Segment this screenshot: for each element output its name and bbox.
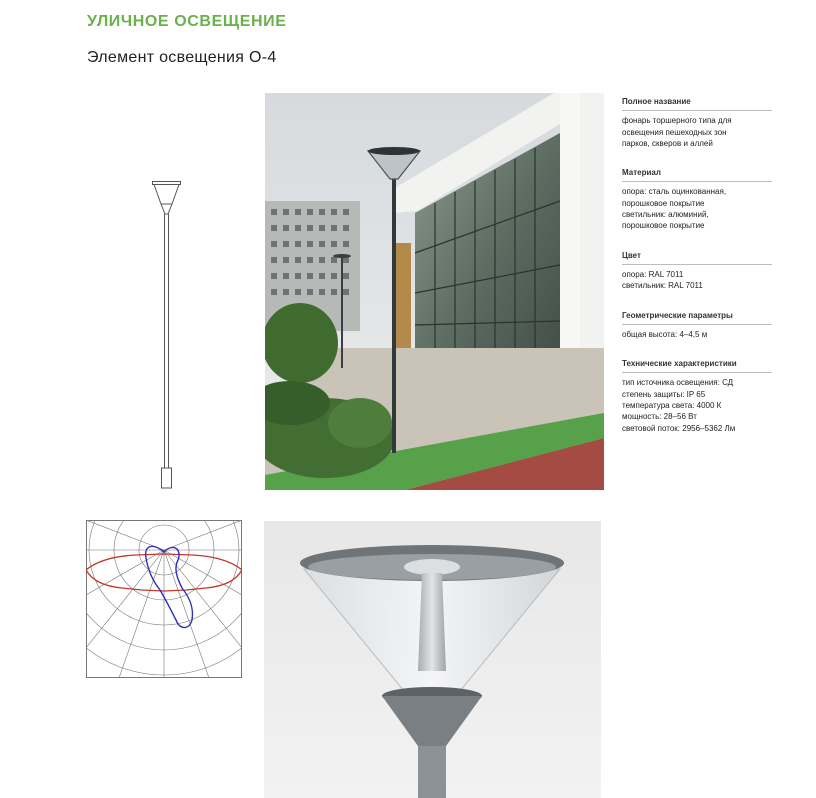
section-category: УЛИЧНОЕ ОСВЕЩЕНИЕ: [87, 13, 287, 30]
spec-full-name: [622, 96, 772, 149]
spec-line: мощность: 28–56 Вт: [622, 412, 697, 422]
spec-material: [622, 167, 772, 231]
lamp-post-drawing: [145, 178, 190, 490]
spec-technical: [622, 358, 772, 434]
spec-line: опора: сталь оцинкованная,: [622, 187, 727, 197]
spec-line: парков, скверов и аллей: [622, 138, 713, 148]
spec-label: Технические характеристики: [622, 358, 772, 373]
page-title: Элемент освещения О-4: [87, 49, 277, 66]
spec-line: тип источника освещения: СД: [622, 378, 734, 388]
spec-line: общая высота: 4–4,5 м: [622, 329, 708, 339]
spec-line: фонарь торшерного типа для: [622, 116, 732, 126]
spec-line: освещения пешеходных зон: [622, 127, 727, 137]
spec-line: светильник: RAL 7011: [622, 281, 703, 291]
spec-line: степень защиты: IP 65: [622, 389, 706, 399]
spec-line: температура света: 4000 К: [622, 401, 722, 411]
spec-label: Геометрические параметры: [622, 310, 772, 325]
spec-geometry: [622, 310, 772, 341]
spec-color: [622, 250, 772, 292]
specifications-panel: [622, 96, 772, 434]
spec-line: порошковое покрытие: [622, 221, 705, 231]
spec-label: Материал: [622, 167, 772, 182]
street-photo: [265, 93, 604, 490]
lamp-closeup-photo: [264, 521, 601, 798]
spec-label: Цвет: [622, 250, 772, 265]
spec-label: Полное название: [622, 96, 772, 111]
spec-line: световой поток: 2956–5362 Лм: [622, 423, 736, 433]
spec-line: светильник: алюминий,: [622, 210, 709, 220]
spec-line: опора: RAL 7011: [622, 269, 684, 279]
spec-line: порошковое покрытие: [622, 198, 705, 208]
light-distribution-diagram: [86, 520, 242, 678]
